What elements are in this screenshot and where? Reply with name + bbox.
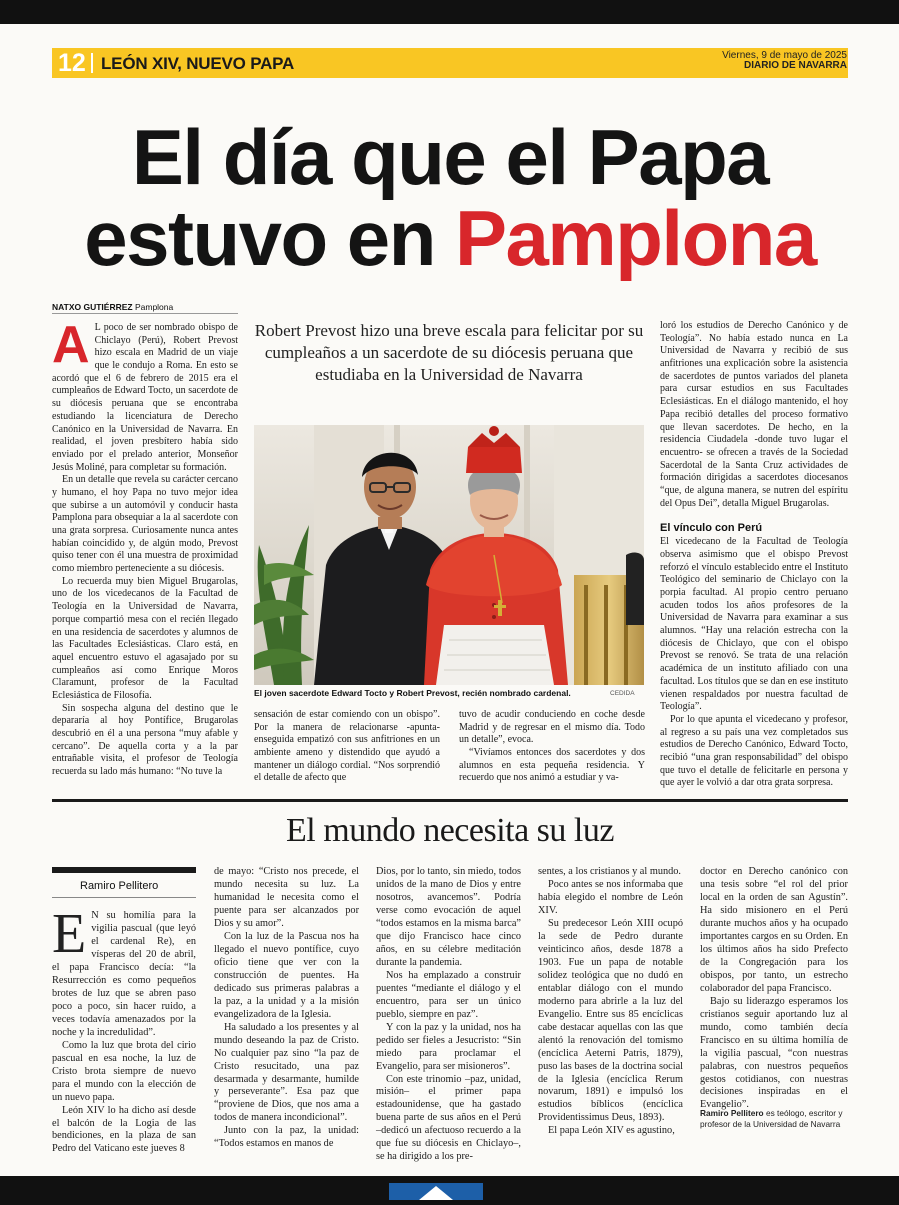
opinion-paragraph: de mayo: “Cristo nos precede, el mundo necesita su luz. La humanidad le necesita como el puente para ser alcanzados por Dios y su amor”.: [214, 866, 359, 929]
photo-caption: El joven sacerdote Edward Tocto y Robert Prevost, recién nombrado cardenal.: [254, 688, 571, 698]
article-paragraph: Lo recuerda muy bien Miguel Brugarolas, uno de los vicedecanos de la Facultad de Teología en la Universidad de Navarra, porque compartió mesa con el recién llegado en una residencia de sacerdotes y alumnos de las Facultades Eclesiásticas. Claro está, en aquel encuentro estuvo el agasajado por su cumpleaños así como Enrique Moros Claramunt, profesor de la Facultad Eclesiástica de Filosofía.: [52, 575, 238, 701]
photo-illustration: [254, 425, 644, 685]
article-paragraph: Sin sospecha alguna del destino que le depararía al hoy Pontífice, Brugarolas descubrió en él a una persona “muy afable y cercano”. De aquella corta y a la par entrañable visita, el profesor de Teología recuerda su lado más humano: “No tuve la: [52, 702, 238, 778]
opinion-paragraph: Con la luz de la Pascua nos ha llegado el nuevo pontífice, cuyo oficio tiene que ver con la construcción de puentes. Ha dedicado sus primeras palabras a la paz, a la unidad y a la misión evangelizadora de la Iglesia.: [214, 930, 359, 1020]
opinion-column-5: [700, 866, 848, 1112]
section-title: LEÓN XIV, NUEVO PAPA: [101, 54, 295, 73]
opinion-paragraph: El papa León XIV es agustino,: [548, 1125, 675, 1137]
article-paragraph: En un detalle que revela su carácter cercano y humano, el hoy Papa no tuvo mejor idea que subirse a un automóvil y conducir hasta Pamplona para obsequiar a la al sacerdote con una grata sorpresa. Curiosamente nunca antes habían coincidido y, de algún modo, Prevost quiso tener con él una muestra de proximidad como miembro perteneciente a su diócesis.: [52, 474, 238, 575]
opinion-paragraph: Ha saludado a los presentes y al mundo deseando la paz de Cristo. No cualquier paz sino “la paz de Cristo resucitado, una paz desarmada y desarmante, humilde y perseverante”. Esa paz que “proviene de Dios, que nos ama a todos de manera incondicional”.: [214, 1021, 359, 1124]
article-paragraph: loró los estudios de Derecho Canónico y de Teología”. No había estado nunca en La Universidad de Navarra y recibió de sus anfitriones una explicación sobre la asistencia de sacerdotes de puntos variados del planeta para cursar estudios en sus Facultades Eclesiásticas. En el diálogo mantenido, el hoy Papa recibió detalles del proceso formativo que llevan sacerdotes. De hecho, en la residencia Ciudadela -donde tuvo lugar el encuentro- se ofrecen a través de la Sociedad Sacerdotal de la Santa Cruz actividades de formación dirigidas a sacerdotes diocesanos “que, de alguna manera, se nutren del espíritu del Opus Dei”, detalla Miguel Brugarolas.: [660, 320, 848, 509]
article-paragraph: sensación de estar comiendo con un obispo”. Por la manera de relacionarse -apunta- enseguida empatizó con sus anfitriones en un ambiente ameno y distendido que ayudó a mantener un diálogo cordial. “Nos sorprendió el detalle de afecto que: [254, 709, 440, 784]
article-column-4: [660, 320, 848, 790]
byline-place: Pamplona: [134, 302, 174, 312]
opinion-paragraph: Bajo su liderazgo esperamos los cristianos seguir aportando luz al mundo, como también decía Francisco en su última homilía de la vigilia pascual, “con nuestras palabras, con nuestros pequeños gestos cotidianos, con nuestras decisiones inspiradas en el Evangelio”.: [700, 995, 848, 1111]
article-column-3: [459, 709, 645, 785]
newspaper-name: DIARIO DE NAVARRA: [744, 60, 847, 71]
opinion-paragraph: Con este trinomio –paz, unidad, misión– el primer papa estadounidense, que ha gastado buena parte de sus años en el Perú –dedicó un afectuoso recuerdo a la que fue su diócesis en Chiclayo–, se ha dirigido a los pre-: [376, 1073, 521, 1163]
opinion-paragraph: Como la luz que brota del cirio pascual en esa noche, la luz de Cristo brota siempre de nuevo para el mundo con la elección de un nuevo papa.: [52, 1039, 196, 1103]
opinion-column-2: [214, 866, 359, 1151]
bottom-logo: [389, 1183, 483, 1200]
drop-cap: E: [52, 903, 87, 965]
byline: [52, 302, 173, 312]
article-paragraph: El vicedecano de la Facultad de Teología observa asimismo que el obispo Prevost reforzó el vínculo establecido entre el Instituto Teológico del seminario de Chiclayo con la porpia facultad. Al propio centro peruano acuden todos los años profesores de la Universidad de Navarra para examinar a sus alumnos. “Hay una relación estrecha con la diócesis de Chiclayo, que con el obispo Prevost se renovó. Se trata de una relación académica de un instituto afiliado con una facultad. Los títulos que se dan en ese instituto vienen respaldados por nuestra facultad de Teología”.: [660, 536, 848, 713]
opinion-paragraph: Dios, por lo tanto, sin miedo, todos unidos de la mano de Dios y entre nosotros, avancemos”. Podría verse como evocación de aquel “todos estamos en la misma barca” que dijo Francisco hace cinco años, en su célebre meditación durante la pandemia.: [376, 866, 522, 968]
byline-rule: [52, 313, 238, 314]
article-paragraph: [52, 316, 238, 474]
author-signature: [700, 1108, 848, 1130]
page-number: 12: [58, 49, 86, 77]
opinion-column-4: [538, 866, 683, 1138]
author-bar: [52, 867, 196, 873]
opinion-author: Ramiro Pellitero: [80, 880, 159, 892]
issue-date: Viernes, 9 de mayo de 2025: [722, 50, 847, 61]
opinion-paragraph: León XIV lo ha dicho así desde el balcón de la Logia de las bendiciones, en la plaza de san Pedro del Vaticano este jueves 8: [52, 1104, 196, 1155]
article-paragraph: Por lo que apunta el vicedecano y profesor, al regreso a su país una vez completados sus estudios de Derecho Canónico, Edward Tocto, recibió “una gran responsabilidad” del obispo que tuvo el detalle de felicitarle en persona y que ayer le volvió a dar otra grata sorpresa.: [660, 713, 848, 789]
article-paragraph: tuvo de acudir conduciendo en coche desde Madrid y de regresar en el mismo día. Todo un detalle”, evoca.: [459, 709, 645, 746]
opinion-paragraph: sentes, a los cristianos y al mundo.: [538, 866, 681, 877]
opinion-paragraph: Su predecesor León XIII ocupó la sede de Pedro durante veinticinco años, desde 1878 a 1903. Fue un papa de notable solidez teológica que no dudó en entablar diálogo con el mundo moderno para abrirle a la luz del Evangelio. Entre sus 85 encíclicas cabe destacar aquellas con las que alentó la renovación del tomismo (encíclica Aeterni Patris, 1879), puso las bases de la doctrina social de la Iglesia (encíclica Rerum novarum, 1891) e impulsó los estudios bíblicos (encíclica Providentissimus Deus, 1893).: [538, 917, 683, 1124]
opinion-paragraph: Poco antes se nos informaba que había elegido el nombre de León XIV.: [538, 878, 683, 916]
article-subhead: El vínculo con Perú: [660, 522, 763, 535]
article-column-2: [254, 709, 440, 785]
headline-line-2: [52, 194, 848, 282]
opinion-paragraph: Junto con la paz, la unidad: “Todos estamos en manos de: [214, 1125, 359, 1150]
article-column-1: [52, 316, 238, 779]
opinion-paragraph: Nos ha emplazado a construir puentes “mediante el diálogo y el encuentro, para ser un único pueblo, siempre en paz”.: [376, 969, 521, 1020]
signature-bio: es teólogo, escritor y profesor de la Universidad de Navarra: [700, 1108, 843, 1129]
signature-name: Ramiro Pellitero: [700, 1108, 764, 1118]
headline-line-1: El día que el Papa: [131, 113, 769, 201]
author-rule: [52, 897, 196, 898]
drop-cap: A: [52, 316, 90, 374]
opinion-column-3: [376, 866, 521, 1164]
headline-black-part: estuvo en: [84, 194, 435, 282]
opinion-paragraph: Y con la paz y la unidad, nos ha pedido ser fieles a Jesucristo: “Sin miedo para proclamar el Evangelio, para ser misioneros”.: [376, 1021, 521, 1072]
opinion-column-1: [52, 903, 196, 1156]
mountain-icon: [389, 1183, 483, 1200]
opinion-paragraph: doctor en Derecho canónico con una tesis sobre “el rol del prior local en la orden de san Agustín”. Ha sido misionero en el Perú durante muchos años y ha ocupado importantes cargos en su Orden. En los últimos años ha sido Prefecto de la Congregación para los obispos, por tanto, un estrecho colaborador del papa Francisco.: [700, 866, 848, 994]
header-separator: [91, 53, 93, 73]
section-divider: [52, 799, 848, 802]
article-deck: Robert Prevost hizo una breve escala para felicitar por su cumpleaños a un sacerdote de su diócesis peruana que estudiaba en la Universidad de Navarra: [254, 321, 644, 385]
opinion-title: El mundo necesita su luz: [286, 812, 614, 849]
byline-author: NATXO GUTIÉRREZ: [52, 302, 133, 312]
opinion-paragraph: [52, 903, 196, 1040]
paragraph-text: L poco de ser nombrado obispo de Chiclayo (Perú), Robert Prevost hizo escala en Madrid de un viaje que le condujo a Roma. En esto se acordó que el 6 de febrero de 2015 era el cumpleaños de Edward Tocto, un sacerdote de su diócesis peruana que se encontraba estudiando la licenciatura de Derecho Canónico en la Universidad de Navarra. En realidad, el joven presbítero había sido enviado por el prelado anterior, Monseñor Jesús Moliné, para completar su formación.: [52, 322, 238, 473]
photo-credit: CEDIDA: [610, 690, 635, 697]
article-paragraph: “Vivíamos entonces dos sacerdotes y dos alumnos en esta pequeña residencia. Y recuerdo que nos animó a estudiar y va-: [459, 747, 645, 784]
article-photo: [254, 425, 644, 685]
headline-red-part: Pamplona: [455, 194, 816, 282]
paragraph-text: N su homilía para la vigilia pascual (que leyó el cardenal Re), en vísperas del 20 de abril, el papa Francisco decía: “la Resurrección es como pequeños brotes de luz que se abren paso poco a poco, sin hacer ruido, a veces todavía amenazados por la noche y la incredulidad”.: [52, 910, 196, 1038]
